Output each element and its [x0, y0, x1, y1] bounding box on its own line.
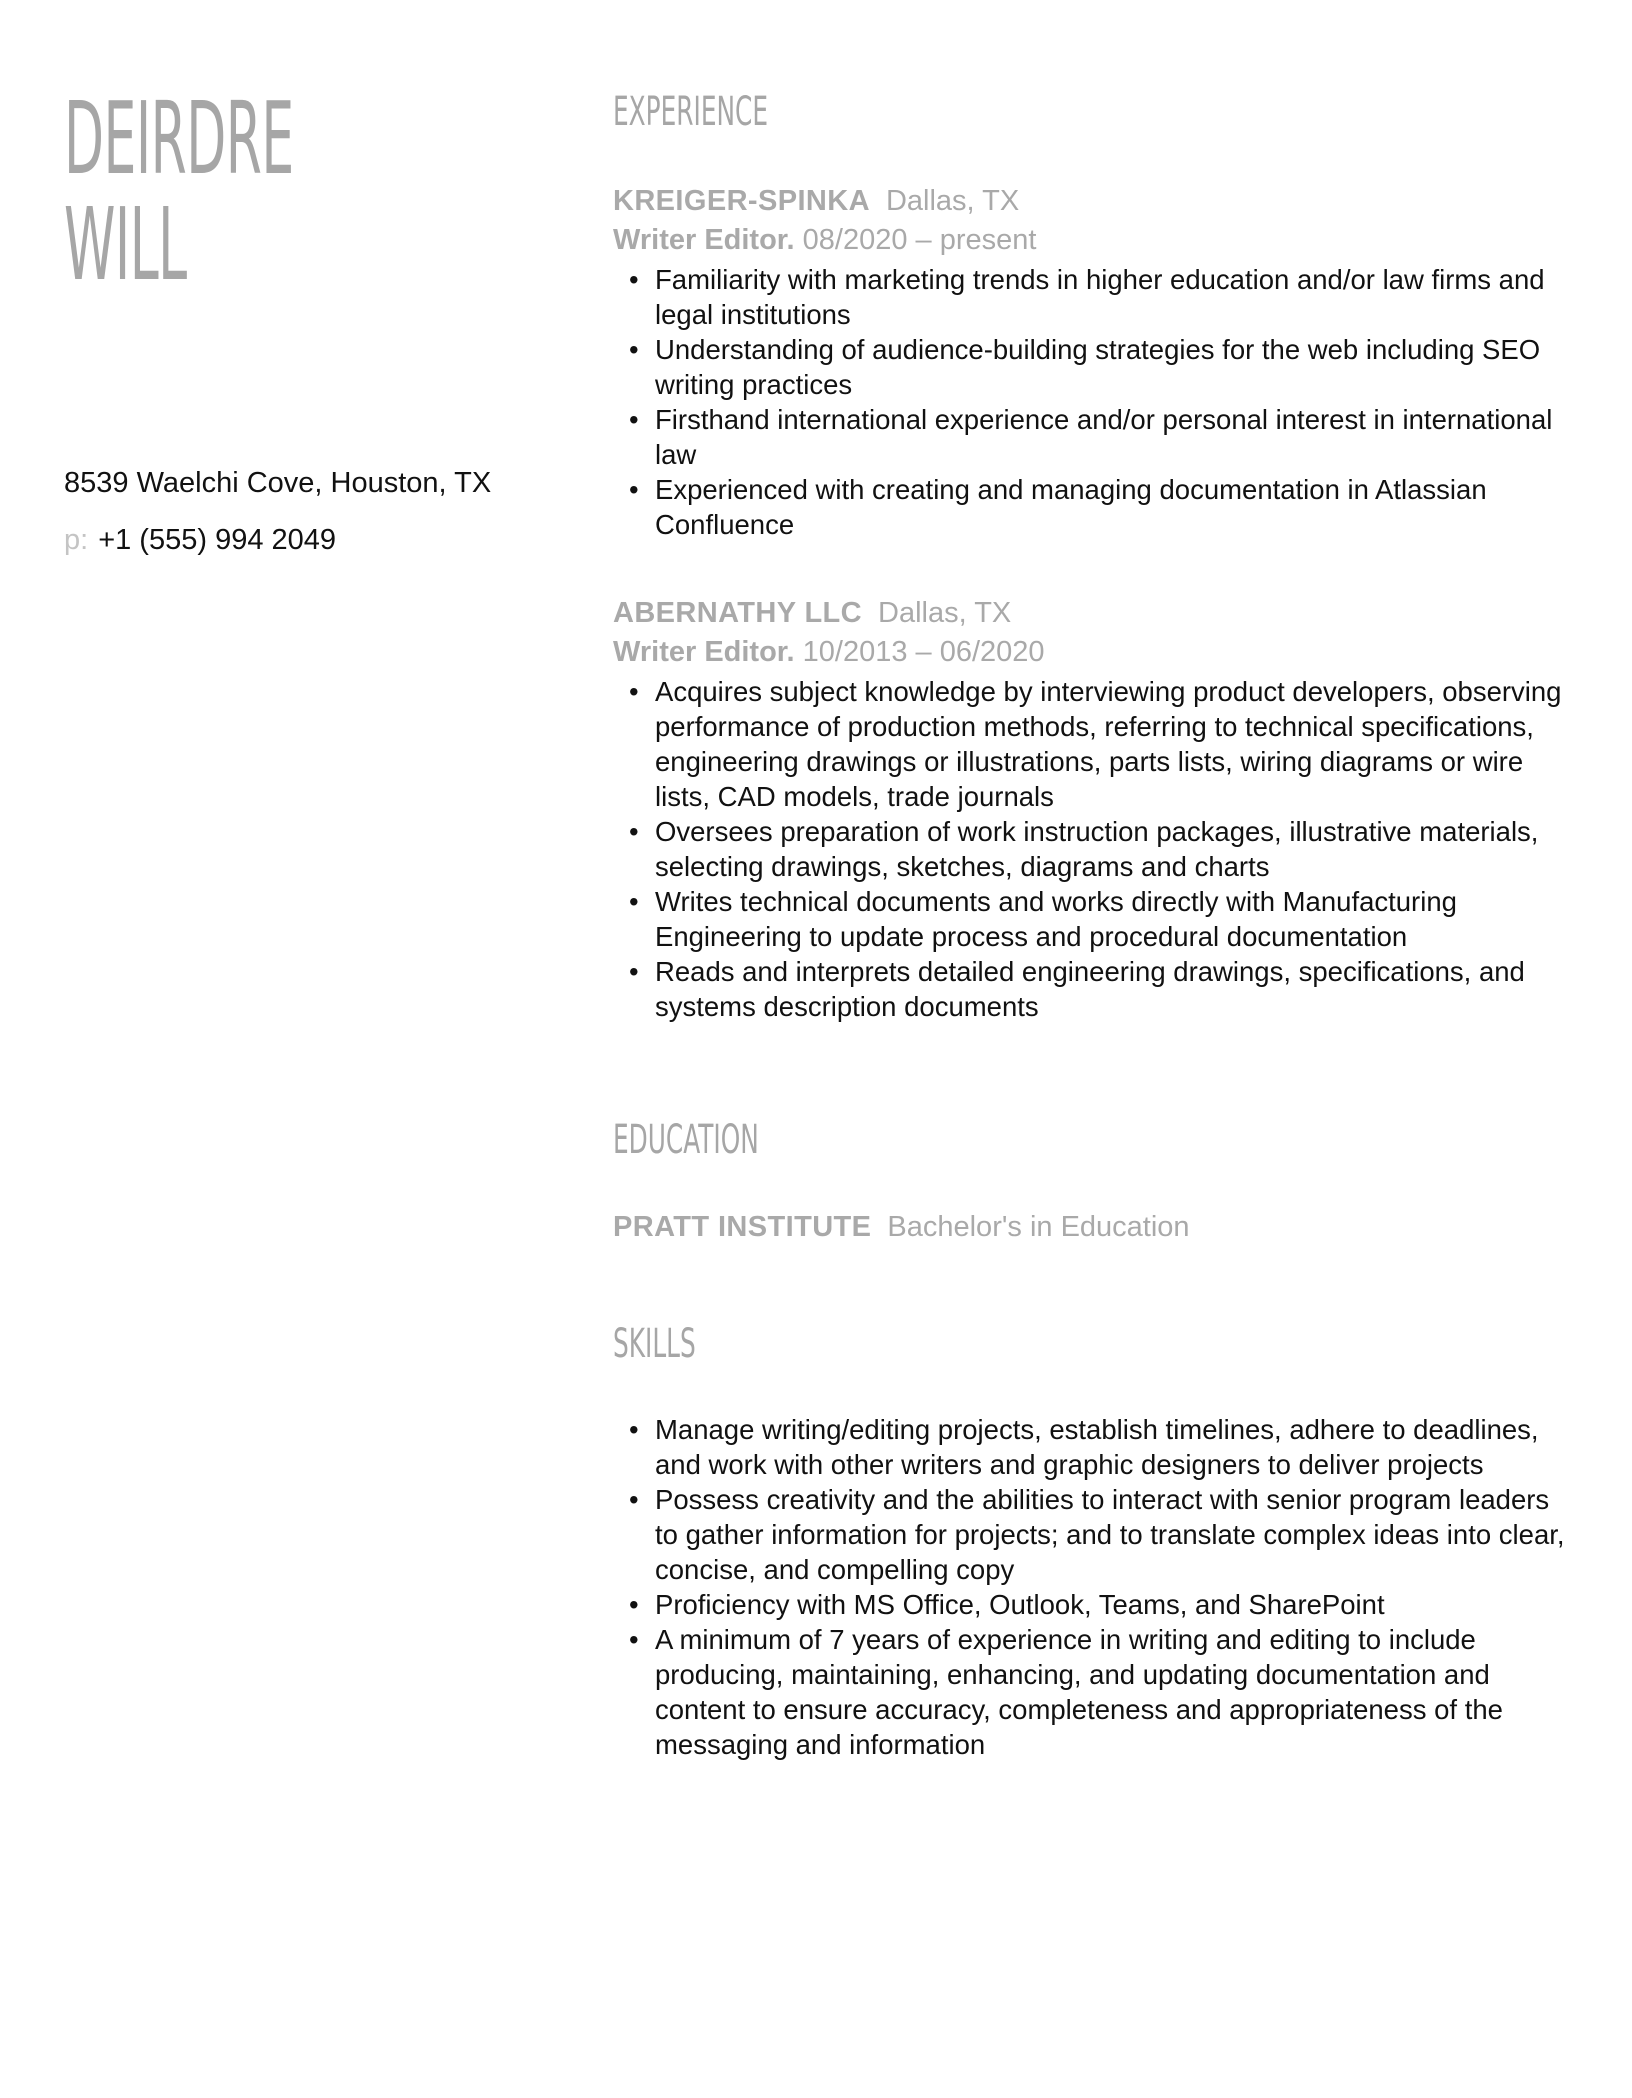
job-title-line: [613, 221, 1573, 260]
bullet-item: • Familiarity with marketing trends in higher education and/or law firms and legal institutions: [655, 262, 1573, 332]
job-dates: 08/2020 – present: [802, 224, 1037, 256]
skill-item: • Proficiency with MS Office, Outlook, Teams, and SharePoint: [655, 1587, 1573, 1622]
bullet-item: • Oversees preparation of work instruction packages, illustrative materials, selecting drawings, sketches, diagrams and charts: [655, 814, 1573, 884]
contact-info: [64, 463, 491, 560]
job-bullets: [613, 262, 1573, 542]
skills-list: [613, 1412, 1573, 1762]
job-bullets: [613, 674, 1573, 1024]
candidate-name: [64, 80, 294, 303]
phone-row: [64, 520, 491, 560]
phone-label: p:: [64, 524, 89, 556]
address: 8539 Waelchi Cove, Houston, TX: [64, 467, 492, 499]
degree: Bachelor's in Education: [887, 1211, 1190, 1243]
bullet-item: • Understanding of audience-building strategies for the web including SEO writing practices: [655, 332, 1573, 402]
phone-number: +1 (555) 994 2049: [98, 524, 337, 556]
job-entry-2: [613, 594, 1573, 1024]
first-name: DEIRDRE: [64, 80, 294, 197]
skill-item: • A minimum of 7 years of experience in writing and editing to include producing, maintaining, enhancing, and updating documentation and content to ensure accuracy, completeness and appropriateness of the messaging and information: [655, 1622, 1573, 1762]
job-entry-1: [613, 182, 1573, 542]
skills-block: [613, 1410, 1573, 1762]
bullet-item: • Reads and interprets detailed engineering drawings, specifications, and systems description documents: [655, 954, 1573, 1024]
bullet-item: • Writes technical documents and works directly with Manufacturing Engineering to update process and procedural documentation: [655, 884, 1573, 954]
job-header: [613, 594, 1573, 633]
job-title: Writer Editor.: [613, 636, 795, 668]
skills-heading: SKILLS: [613, 1321, 696, 1367]
job-title-line: [613, 633, 1573, 672]
school-name: PRATT INSTITUTE: [613, 1211, 872, 1243]
company-name: ABERNATHY LLC: [613, 597, 863, 629]
bullet-item: • Experienced with creating and managing documentation in Atlassian Confluence: [655, 472, 1573, 542]
last-name: WILL: [64, 186, 187, 303]
job-location: Dallas, TX: [885, 185, 1020, 217]
education-heading: EDUCATION: [613, 1117, 759, 1163]
job-header: [613, 182, 1573, 221]
skill-item: • Possess creativity and the abilities to interact with senior program leaders to gather information for projects; and to translate complex ideas into clear, concise, and compelling copy: [655, 1482, 1573, 1587]
company-name: KREIGER-SPINKA: [613, 185, 870, 217]
education-entry: [613, 1207, 1190, 1247]
job-location: Dallas, TX: [878, 597, 1012, 629]
bullet-item: • Firsthand international experience and/or personal interest in international law: [655, 402, 1573, 472]
job-dates: 10/2013 – 06/2020: [802, 636, 1045, 668]
bullet-item: • Acquires subject knowledge by interviewing product developers, observing performance of production methods, referring to technical specifications, engineering drawings or illustrations, parts lists, wiring diagrams or wire lists, CAD models, trade journals: [655, 674, 1573, 814]
job-title: Writer Editor.: [613, 224, 795, 256]
experience-heading: EXPERIENCE: [613, 89, 769, 135]
skill-item: • Manage writing/editing projects, establish timelines, adhere to deadlines, and work with other writers and graphic designers to deliver projects: [655, 1412, 1573, 1482]
